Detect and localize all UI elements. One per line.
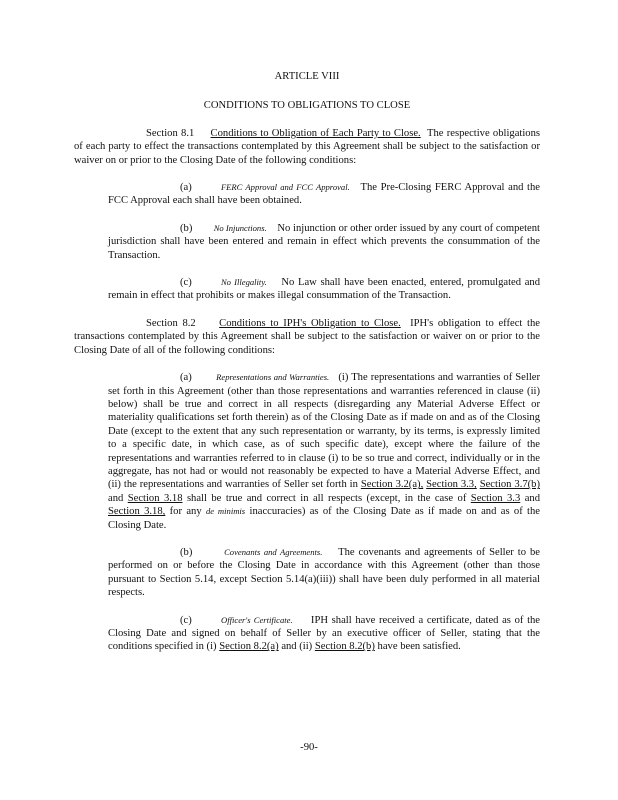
section-text: The respective obligations of each party to effect the transactions contemplated by this Agreement shall be subject to the satisfaction or waiver on or prior to the Closing Date of the following conditions: [74,127,541,166]
clause-heading: Representations and Warranties. [216,372,330,383]
clause-text: inaccuracies) as of the Closing Date as if made on and as of the Closing Date. [108,506,541,531]
section-8-1 [74,127,540,167]
clause-text: and [524,492,540,504]
clause-text: shall be true and correct in all respects (except, in the case of [186,492,467,504]
section-8-2 [74,317,540,357]
section-reference: Section 3.3 [470,492,521,504]
clause-text: No injunction or other order issued by any court of competent jurisdiction shall have been entered and remain in effect which prevents the consummation of the Transaction. [108,222,540,261]
section-title: Conditions to IPH's Obligation to Close. [219,317,401,329]
clause-8-2-c [74,614,540,654]
clause-8-1-a [74,181,540,208]
clause-label: (c) [180,277,192,289]
section-reference: Section 3.7(b) [479,479,541,491]
clause-heading: Covenants and Agreements. [224,546,323,557]
section-reference: Section 3.18, [108,506,166,518]
section-reference: Section 8.2(b) [314,641,375,653]
clause-8-1-c [74,276,540,303]
clause-8-2-a [74,371,540,532]
clause-text: The Pre-Closing FERC Approval and the FCC Approval each shall have been obtained. [108,182,541,207]
clause-text: No Law shall have been enacted, entered, promulgated and remain in effect that prohibits or makes illegal consummation of the Transaction. [108,277,541,302]
section-reference: Section 3.2(a), [360,479,424,491]
clause-text: The covenants and agreements of Seller to be performed on or before the Closing Date in accordance with this Agreement (other than those pursuant to Section 5.14, except Section 5.14(a)(iii)) shall have been duly performed in all material respects. [108,546,540,599]
clause-heading: No Illegality. [220,277,267,288]
clause-text: IPH shall have received a certificate, dated as of the Closing Date and signed on behalf of Seller by an executive officer of Seller, stating that the conditions specified in (i) [108,614,541,653]
page-number: -90- [300,742,318,753]
article-heading: ARTICLE VIII [274,71,340,82]
latin-term: de minimis [205,506,246,517]
clause-text: have been satisfied. [377,641,461,653]
section-reference: Section 3.3, [426,479,477,491]
clause-text: and (ii) [281,641,313,653]
clause-text: for any [169,506,202,518]
clause-label: (a) [180,182,192,194]
section-reference: Section 3.18 [127,492,183,504]
clause-8-1-b [74,222,540,262]
section-text: IPH's obligation to effect the transactions contemplated by this Agreement shall be subject to the satisfaction or waiver on or prior to the Closing Date of all of the following conditions: [74,317,540,356]
section-reference: Section 8.2(a) [219,641,279,653]
clause-text: and [108,492,124,504]
clause-label: (b) [180,222,193,234]
section-number: Section 8.2 [146,317,196,329]
clause-heading: Officer's Certificate. [221,614,293,625]
section-number: Section 8.1 [146,127,195,139]
clause-label: (c) [180,614,192,626]
clause-heading: FERC Approval and FCC Approval. [220,182,350,193]
clause-heading: No Injunctions. [213,222,267,233]
article-title: CONDITIONS TO OBLIGATIONS TO CLOSE [203,100,411,112]
clause-8-2-b [74,546,540,600]
clause-label: (b) [180,546,193,558]
clause-label: (a) [180,372,192,384]
clause-text: (i) The representations and warranties of Seller set forth in this Agreement (other than those representations and warranties referenced in clause (ii) below) shall be true and correct in all respects (disregarding any Material Adverse Effect or materiality qualifications set forth therein) as of the Closing Date as if made on and as of the Closing Date (except to the extent that any such representation or warranty, by its terms, is expressly limited to a specific date, in which case, as of such specific date), except where the failure of the representations and warranties referred to in clause (i) to be so true and correct, individually or in the aggregate, has not had or would not reasonably be expected to have a Material Adverse Effect, and (ii) the representations and warranties of Seller set forth in [108,372,540,491]
section-title: Conditions to Obligation of Each Party to Close. [210,127,421,139]
